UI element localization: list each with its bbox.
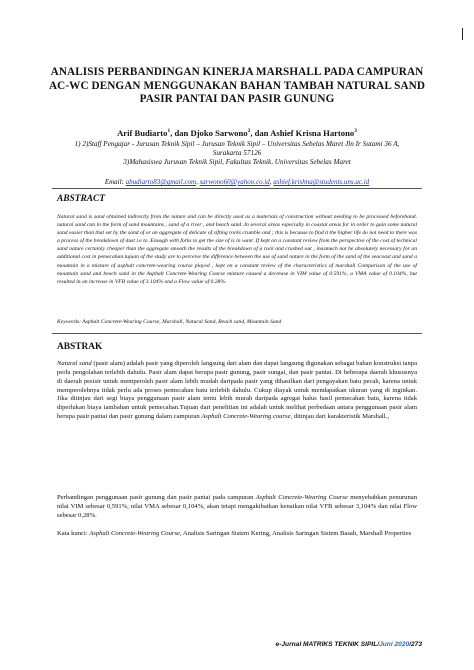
affiliation-line-2: Surakarta 57126 (212, 149, 262, 157)
divider-middle (52, 333, 422, 334)
page-footer (276, 641, 422, 648)
affiliation-line-1: 1) 2)Staff Pengajar - Jurusan Teknik Sipil – Jurusan Teknik Sipil – Universitas Sebelas Maret Jln Ir Sutami 36 A, (74, 140, 400, 148)
paper-title: ANALISIS PERBANDINGAN KINERJA MARSHALL PADA CAMPURAN AC-WC DENGAN MENGGUNAKAN BAHAN TAMBAH NATURAL SAND PASIR PANTAI DAN PASIR GUNUNG (48, 66, 426, 105)
keywords-english: Keywords: Asphalt Concrete-Wearing Course, Marshall, Natural Sand, Beach sand, Mountain Sand (57, 319, 282, 325)
author-3-sup: 3 (354, 128, 357, 134)
divider-top (52, 188, 422, 189)
comparison-start: Perbandingan penggunaan pasir gunung dan pasir pantai pada campuran (57, 494, 256, 501)
abstract-body: Natural sand is sand obtained indirectly from the nature and can be directly used as a materials of construction without needing to be processed beforehand. natural sand can in the form of sand mountains , sand of a river , and beach sand .In several areas especially in coastal areas for in order to gain some natural sand easier than that set by the sand of or an aggregate of delicate of sifting rocks crumble and ; this is because to find it the higher life do not need to there was a process of the breakdown of dust i.e to .Enough with forks to get the size of is in want .If kept on a constant review from the perspective of the cost of technical sand nature certainly cheaper than the aggregate smooth the results of the breakdown of a rock and crushed out , inasmuch not be absolutely necessary for an additional cost in pemecahan.tujuan of the study are to perceive the difference between the use of sand nature in the form of the sand of the seacoast and sand a mountain in a mixture of asphalt concrete-wearing course played , kept on a constant review of the characteristics of marshall Comparison of the use of mountain sand and beach sand in the Asphalt Concrete-Wearing Course mixture caused a decrease in VIM value of 0.591%, a VMA value of 0.104%, but resulted in an increase in VFB value of 3.104% and a Flow value of 0.28%. (57, 214, 417, 285)
email-separator: , (196, 178, 200, 186)
comparison-mix: Asphalt Concrete-Wearing Course (255, 494, 348, 501)
abstrak-heading: ABSTRAK (57, 342, 103, 352)
abstrak-text: (pasir alam) adalah pasir yang diperoleh langsung dari alam dan dapat langsung digunakan sebagai bahan konstruksi tanpa perlu pengolahan terlebih dahulu. Pasir alam dapat berupa pasir gunung, pasir sungai, dan pasir pantai. Di beberapa daerah khususnya di daerah pesisir untuk memperoleh pasir alam lebih mudah daripada pasir yang dihasilkan dari pengayakan batu pecah, karena untuk memperolehnya tidak perlu ada proses pemecahan batu terlebih dahulu. Cukup diayak untuk mendapatkan ukuran yang di inginkan. Jika ditinjau dari segi biaya penggunaan pasir alam tentu lebih murah daripada agregat halus hasil pemecahan batu, karena tidak diperlukan biaya tambahan untuk pemecahan.Tujuan dari penelitian ini adalah untuk melihat perbedaan antara penggunaan pasir alam berupa pasir pantai dan pasir gunung dalam campuran (57, 360, 418, 421)
abstrak-lead: Natural sand (57, 360, 92, 367)
comparison-rest: menyebabkan penurunan nilai VIM sebesar 0,591%, nilai VMA sebesar 0,104%, akan tetapi mengakibatkan kenaikan nilai VFB sebesar 3,104% dan nilai Flow sebesar 0,28%. (57, 494, 417, 519)
affiliation-line-3: 3)Mahasiswa Jurusan Teknik Sipil, Fakultas Teknik, Universitas Sebelas Maret (123, 158, 351, 166)
author-separator-2: , dan Ashief Krisna Hartono (250, 127, 355, 138)
kata-kunci-label: Kata kunci: (57, 530, 90, 537)
kata-kunci-paragraph (57, 530, 417, 539)
email-separator-2: , (269, 178, 274, 186)
author-separator-1: , dan Djoko Sarwono (170, 127, 248, 138)
footer-journal: e-Jurnal MATRIKS TEKNIK SIPIL/ (275, 641, 380, 648)
abstract-heading: ABSTRACT (57, 194, 105, 204)
author-1: Arif Budiarto (117, 127, 168, 138)
author-2-sup: 2 (247, 128, 251, 134)
footer-page-number: /273 (409, 641, 422, 648)
abstrak-tail: , ditinjau dari karakteristik Marshall., (290, 413, 389, 421)
kata-kunci-mix: Asphalt Concrete-Wearing Course (89, 530, 180, 537)
email-link-3[interactable]: ashief.krishna@students.uns.ac.id (273, 178, 370, 186)
author-line (40, 126, 434, 139)
kata-kunci-rest: , Analisis Saringan Sistem Kering, Analisis Saringan Sistem Basah, Marshall Properties (179, 530, 412, 537)
abstrak-mix: Asphalt Concrete-Wearing course (201, 413, 291, 421)
email-line (40, 178, 434, 187)
comparison-paragraph (57, 494, 417, 521)
footer-issue: Juni 2020 (379, 641, 410, 648)
email-link-2[interactable]: sarwono60@yahoo.co.id (199, 178, 270, 186)
email-link-1[interactable]: abudiarto83@gmail.com (125, 178, 197, 186)
author-1-sup: 1 (167, 128, 171, 134)
page-corner-mark (462, 28, 463, 40)
email-label: Email: (104, 178, 126, 186)
abstrak-body (57, 360, 417, 422)
